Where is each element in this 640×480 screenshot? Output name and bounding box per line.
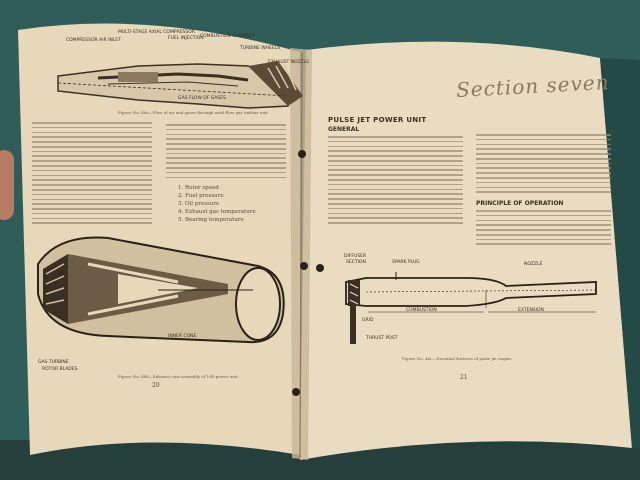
- left-text-column: [32, 122, 152, 227]
- left-page-number: 20: [152, 382, 160, 389]
- monitoring-list: [178, 184, 256, 224]
- label-nozzle: NOZZLE: [524, 262, 543, 267]
- label-combustion: COMBUSTION: [406, 308, 437, 313]
- label-gas-turbine: GAS TURBINE: [38, 360, 69, 365]
- list-item: 2. Fuel pressure: [178, 193, 224, 199]
- list-item: 3. Oil pressure: [178, 201, 220, 207]
- right-text-column: [166, 124, 286, 181]
- list-item: 1. Rotor speed: [178, 185, 219, 191]
- subheading-principle: PRINCIPLE OF OPERATION: [476, 200, 564, 207]
- left-page: [18, 14, 313, 454]
- label-grid: GRID: [362, 318, 374, 323]
- binding-hole: [292, 388, 300, 396]
- right-page-right-column-bottom: [476, 210, 611, 248]
- section-heading: PULSE JET POWER UNIT: [328, 116, 427, 124]
- list-item: 5. Bearing temperature: [178, 217, 244, 223]
- list-item: 4. Exhaust gas temperature: [178, 209, 256, 215]
- exhaust-cone-diagram: [28, 224, 303, 364]
- right-page: [306, 56, 631, 461]
- label-inner-cone: INNER CONE: [168, 334, 197, 339]
- label-extension: EXTENSION: [518, 308, 544, 313]
- label-exhaust-nozzle: EXHAUST NOZZLE: [268, 60, 310, 65]
- label-gas-flow: GAS FLOW OF GASES: [178, 96, 226, 101]
- right-page-right-column-top: [476, 134, 611, 196]
- label-axial-compressor: MULTI-STAGE AXIAL COMPRESSOR: [118, 30, 195, 35]
- label-turbine-wheels: TURBINE WHEELS: [240, 46, 281, 51]
- top-figure-caption: Figure No. 46a—Flow of air and gases through axial-flow gas turbine unit: [118, 110, 268, 115]
- binding-hole: [298, 150, 306, 158]
- label-combustion-chamber: COMBUSTION CHAMBER: [200, 34, 255, 39]
- bottom-figure-caption: Figure No. 46b—Exhaust cone assembly of I-40 power unit: [118, 374, 238, 379]
- right-page-number: 21: [460, 374, 468, 381]
- section-title: Section seven: [455, 69, 611, 103]
- subheading-general: GENERAL: [328, 126, 360, 133]
- label-thrust-post: THRUST POST: [366, 336, 398, 341]
- label-compressor-inlet: COMPRESSOR AIR INLET: [66, 38, 121, 43]
- right-page-left-column: [328, 136, 463, 227]
- label-diffuser: DIFFUSER: [344, 254, 367, 259]
- thumb: [0, 150, 14, 220]
- label-fuel-injection: FUEL INJECTION: [168, 36, 204, 41]
- pulse-jet-figure-caption: Figure No. 46c—Essential features of pulse jet engine: [402, 356, 512, 361]
- label-diffuser-section: SECTION: [346, 260, 366, 265]
- label-spark-plug: SPARK PLUG: [392, 260, 420, 265]
- label-rotor-blades: ROTOR BLADES: [42, 367, 78, 372]
